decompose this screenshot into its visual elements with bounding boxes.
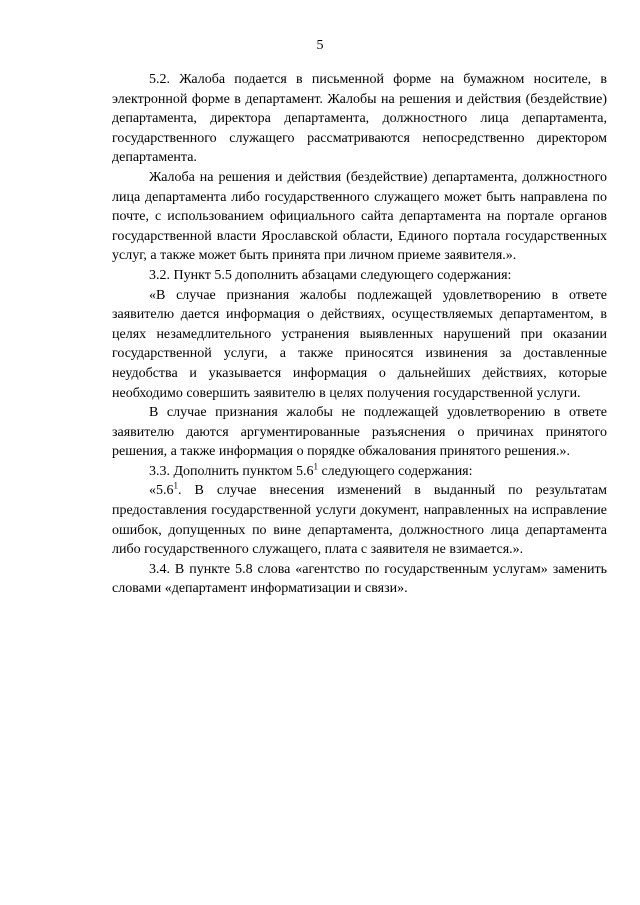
paragraph-3-3-text: 3.3. Дополнить пунктом 5.6 — [149, 463, 314, 479]
paragraph-5-6-1 — [112, 481, 607, 559]
paragraph-3-4: 3.4. В пункте 5.8 слова «агентство по государственным услугам» заменить словами «департамент информатизации и связи». — [112, 561, 607, 597]
paragraph-3-3-text-end: следующего содержания: — [317, 463, 473, 479]
paragraph-3-3 — [112, 462, 607, 482]
document-body — [112, 70, 607, 599]
superscript-index: 1 — [313, 461, 318, 472]
paragraph-complaint-submission: Жалоба на решения и действия (бездействие) департамента, должностного лица департамента либо государственного служащего может быть направлена по почте, с использованием официального сайта департамента на портале органов государственной власти Ярославской области, Единого портала государственных услуг, а также может быть принята при личном приеме заявителя.». — [112, 169, 607, 264]
paragraph-complaint-rejected: В случае признания жалобы не подлежащей удовлетворению в ответе заявителю даются аргументированные разъяснения о причинах принятого решения, а также информация о порядке обжалования принятого решения.». — [112, 405, 607, 460]
page-number: 5 — [316, 38, 324, 53]
superscript-index: 1 — [173, 480, 178, 491]
paragraph-5-6-1-text-end: . В случае внесения изменений в выданный по результатам предоставления государственной услуги документ, направленных на исправление ошибок, допущенных по вине департамента, должностного лица департамента либо государственного служащего, плата с заявителя не взимается.». — [112, 483, 607, 558]
paragraph-5-6-1-text: «5.6 — [149, 483, 174, 499]
paragraph-5-2: 5.2. Жалоба подается в письменной форме на бумажном носителе, в электронной форме в департамент. Жалобы на решения и действия (бездействие) департамента, директора департамента, должностного лица департамента, государственного служащего рассматриваются непосредственно директором департамента. — [112, 72, 607, 166]
paragraph-complaint-satisfied: «В случае признания жалобы подлежащей удовлетворению в ответе заявителю дается информация о действиях, осуществляемых департаментом, в целях незамедлительного устранения выявленных нарушений при оказании государственной услуги, а также приносятся извинения за доставленные неудобства и указывается информация о дальнейших действиях, которые необходимо совершить заявителю в целях получения государственной услуги. — [112, 287, 607, 401]
paragraph-3-2: 3.2. Пункт 5.5 дополнить абзацами следующего содержания: — [149, 267, 512, 283]
